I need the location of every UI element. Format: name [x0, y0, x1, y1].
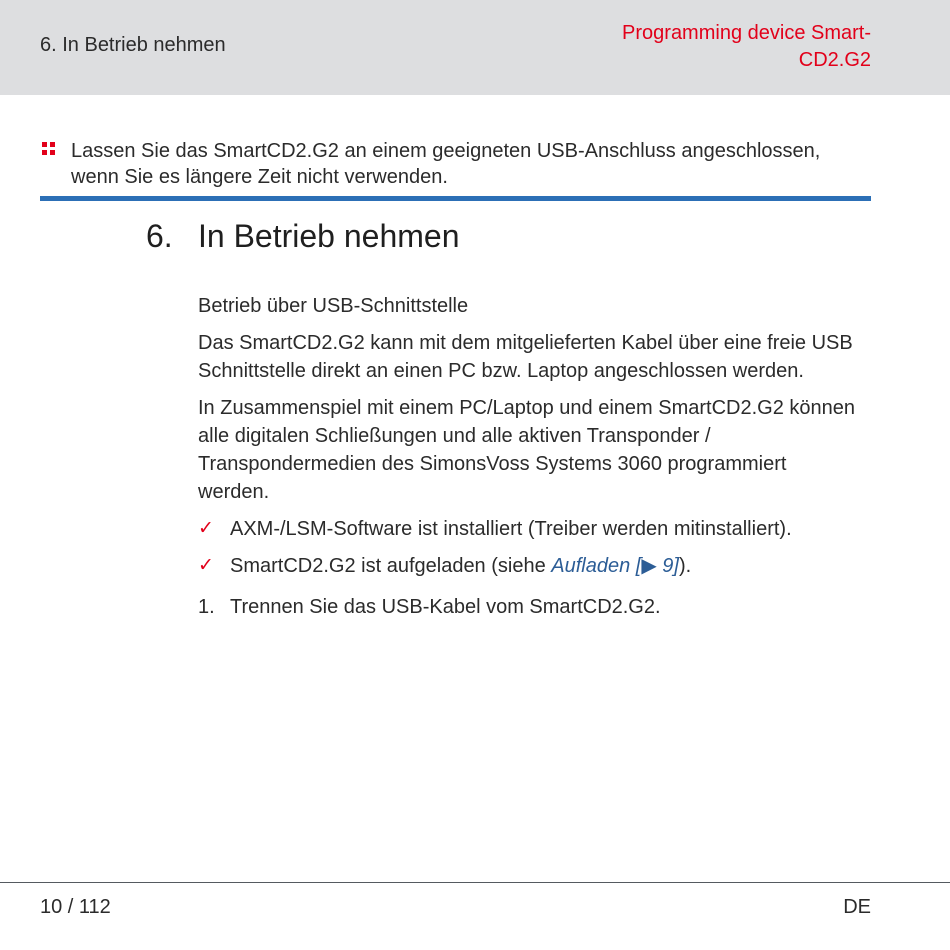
checkmark-icon: ✓ [198, 518, 214, 539]
note-block [42, 138, 862, 190]
paragraph-programming: In Zusammenspiel mit einem PC/Laptop und einem SmartCD2.G2 können alle digitalen Schließungen und alle aktiven Transponder / Transpondermedien des SimonsVoss Systems 3060 programmiert werden. [198, 397, 855, 503]
step-number: 1. [198, 596, 215, 618]
prerequisite-text: AXM-/LSM-Software ist installiert (Treiber werden mitinstalliert). [230, 518, 792, 540]
footer-divider [0, 882, 950, 883]
section-content [198, 292, 858, 621]
step-list [198, 593, 858, 621]
page-header [0, 0, 950, 95]
section-number: 6. [146, 218, 173, 254]
section-heading [146, 216, 460, 256]
cross-reference-link[interactable]: Aufladen [▶ 9] [551, 555, 679, 577]
subtitle: Betrieb über USB-Schnittstelle [198, 295, 469, 317]
header-chapter: 6. In Betrieb nehmen [40, 34, 226, 56]
step-item [198, 593, 858, 621]
prerequisite-text-before: SmartCD2.G2 ist aufgeladen (siehe [230, 555, 552, 577]
prerequisite-item [198, 515, 858, 543]
note-text: Lassen Sie das SmartCD2.G2 an einem geeigneten USB-Anschluss angeschlossen, wenn Sie es längere Zeit nicht verwenden. [71, 140, 821, 188]
prerequisite-item [198, 552, 858, 580]
page-number: 10 / 112 [40, 896, 111, 918]
paragraph-connection: Das SmartCD2.G2 kann mit dem mitgelieferten Kabel über eine freie USB Schnittstelle direkt an einen PC bzw. Laptop angeschlossen werden. [198, 332, 853, 382]
prerequisite-text-after: ). [678, 555, 692, 577]
language-code: DE [843, 896, 871, 918]
checkmark-icon: ✓ [198, 555, 214, 576]
prerequisite-list [198, 515, 858, 580]
header-product-title: Programming device Smart-CD2.G2 [622, 22, 871, 71]
step-text: Trennen Sie das USB-Kabel vom SmartCD2.G2. [230, 596, 661, 618]
note-squares-icon [42, 142, 55, 155]
section-divider [40, 196, 871, 201]
section-title: In Betrieb nehmen [198, 218, 460, 254]
